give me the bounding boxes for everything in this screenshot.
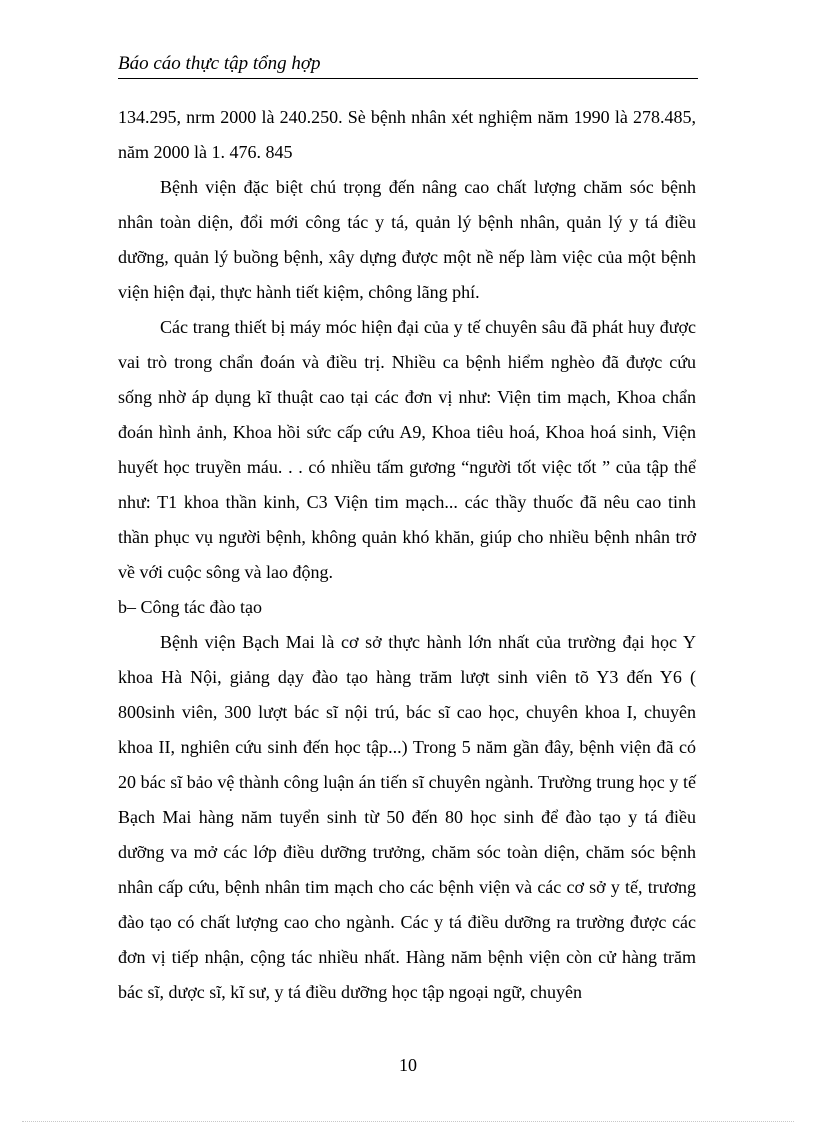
paragraph-continuation: 134.295, nrm 2000 là 240.250. Sè bệnh nhân xét nghiệm năm 1990 là 278.485, năm 2000 là 1. 476. 845: [118, 107, 696, 162]
paragraph-care-quality: Bệnh viện đặc biệt chú trọng đến nâng cao chất lượng chăm sóc bệnh nhân toàn diện, đổi mới công tác y tá, quản lý bệnh nhân, quản lý y tá điều dưỡng, quản lý buồng bệnh, xây dựng được một nề nếp làm việc của một bệnh viện hiện đại, thực hành tiết kiệm, chông lãng phí.: [118, 177, 696, 302]
document-body: [118, 100, 696, 1010]
page-header: [118, 52, 698, 79]
page-edge-divider: [22, 1121, 794, 1122]
paragraph-training: Bệnh viện Bạch Mai là cơ sở thực hành lớn nhất của trường đại học Y khoa Hà Nội, giảng dạy đào tạo hàng trăm lượt sinh viên tõ Y3 đến Y6 ( 800sinh viên, 300 lượt bác sĩ nội trú, bác sĩ cao học, chuyên khoa I, chuyên khoa II, nghiên cứu sinh đến học tập...) Trong 5 năm gần đây, bệnh viện đã có 20 bác sĩ bảo vệ thành công luận án tiến sĩ chuyên ngành. Trường trung học y tế Bạch Mai hàng năm tuyển sinh từ 50 đến 80 học sinh để đào tạo y tá điều dưỡng va mở các lớp điều dưỡng trưởng, chăm sóc toàn diện, chăm sóc bệnh nhân cấp cứu, bệnh nhân tim mạch cho các bệnh viện và các cơ sở y tế, trương đào tạo có chất lượng cao cho ngành. Các y tá điều dưỡng ra trường được các đơn vị tiếp nhận, cộng tác nhiều nhất. Hàng năm bệnh viện còn cử hàng trăm bác sĩ, dược sĩ, kĩ sư, y tá điều dưỡng học tập ngoại ngữ, chuyên: [118, 632, 696, 1002]
paragraph-equipment: Các trang thiết bị máy móc hiện đại của y tế chuyên sâu đã phát huy được vai trò trong chẩn đoán và điều trị. Nhiều ca bệnh hiểm nghèo đã được cứu sống nhờ áp dụng kĩ thuật cao tại các đơn vị như: Viện tim mạch, Khoa chẩn đoán hình ảnh, Khoa hồi sức cấp cứu A9, Khoa tiêu hoá, Khoa hoá sinh, Viện huyết học truyền máu. . . có nhiều tấm gương “người tốt việc tốt ” của tập thể như: T1 khoa thần kinh, C3 Viện tim mạch... các thầy thuốc đã nêu cao tinh thần phục vụ người bệnh, không quản khó khăn, giúp cho nhiều bệnh nhân trở về với cuộc sông và lao động.: [118, 317, 696, 582]
header-title: Báo cáo thực tập tổng hợp: [118, 53, 321, 74]
page-number: 10: [399, 1055, 417, 1075]
section-heading-training: b– Công tác đào tạo: [118, 597, 262, 617]
